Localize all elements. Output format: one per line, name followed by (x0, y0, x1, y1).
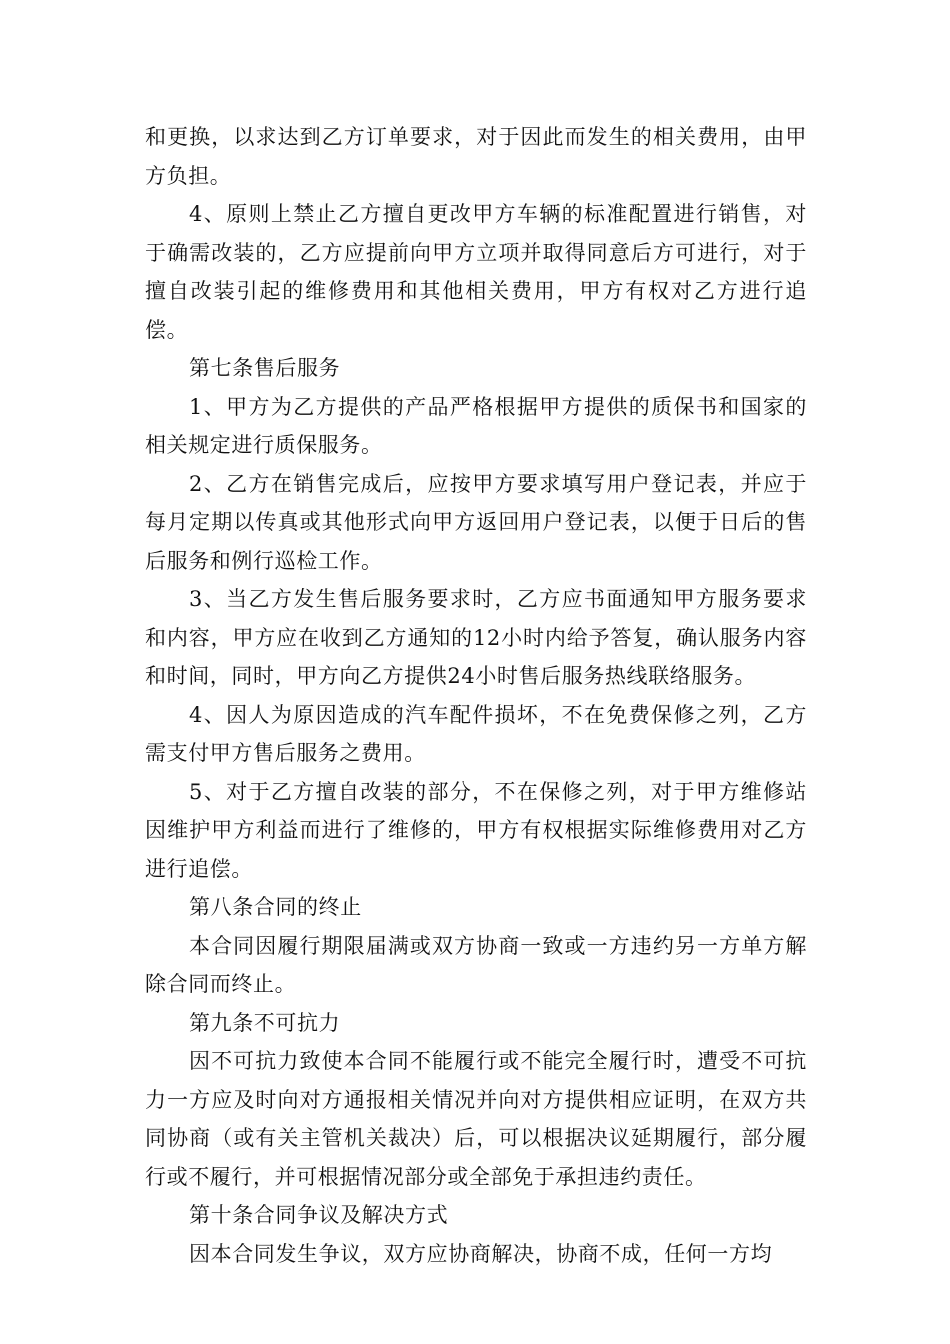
heading-article-10: 第十条合同争议及解决方式 (189, 1203, 449, 1227)
clause-7-item-3: 3、当乙方发生售后服务要求时，乙方应书面通知甲方服务要求和内容，甲方应在收到乙方通知的12小时内给予答复，确认服务内容和时间，同时，甲方向乙方提供24小时售后服务热线联络服务。 (145, 587, 807, 688)
clause-7-item-2: 2、乙方在销售完成后，应按甲方要求填写用户登记表，并应于每月定期以传真或其他形式向甲方返回用户登记表，以便于日后的售后服务和例行巡检工作。 (145, 471, 807, 573)
clause-7-item-4: 4、因人为原因造成的汽车配件损坏，不在免费保修之列，乙方需支付甲方售后服务之费用。 (145, 702, 807, 765)
paragraph-continuation: 和更换，以求达到乙方订单要求，对于因此而发生的相关费用，由甲方负担。 (145, 125, 807, 188)
heading-article-8: 第八条合同的终止 (189, 895, 362, 919)
clause-10-text: 因本合同发生争议，双方应协商解决，协商不成，任何一方均 (189, 1241, 773, 1266)
clause-8-text: 本合同因履行期限届满或双方协商一致或一方违约另一方单方解除合同而终止。 (145, 933, 807, 996)
heading-article-9: 第九条不可抗力 (189, 1010, 341, 1035)
heading-article-7: 第七条售后服务 (189, 356, 341, 380)
clause-7-item-1: 1、甲方为乙方提供的产品严格根据甲方提供的质保书和国家的相关规定进行质保服务。 (145, 394, 807, 457)
clause-7-item-5: 5、对于乙方擅自改装的部分，不在保修之列，对于甲方维修站因维护甲方利益而进行了维修的，甲方有权根据实际维修费用对乙方进行追偿。 (145, 779, 807, 881)
clause-9-text: 因不可抗力致使本合同不能履行或不能完全履行时，遭受不可抗力一方应及时向对方通报相关情况并向对方提供相应证明，在双方共同协商（或有关主管机关裁决）后，可以根据决议延期履行，部分履行或不履行，并可根据情况部分或全部免于承担违约责任。 (145, 1049, 807, 1189)
document-body (145, 118, 807, 1273)
clause-6-item-4: 4、原则上禁止乙方擅自更改甲方车辆的标准配置进行销售，对于确需改装的，乙方应提前向甲方立项并取得同意后方可进行，对于擅自改装引起的维修费用和其他相关费用，甲方有权对乙方进行追偿。 (145, 202, 807, 342)
